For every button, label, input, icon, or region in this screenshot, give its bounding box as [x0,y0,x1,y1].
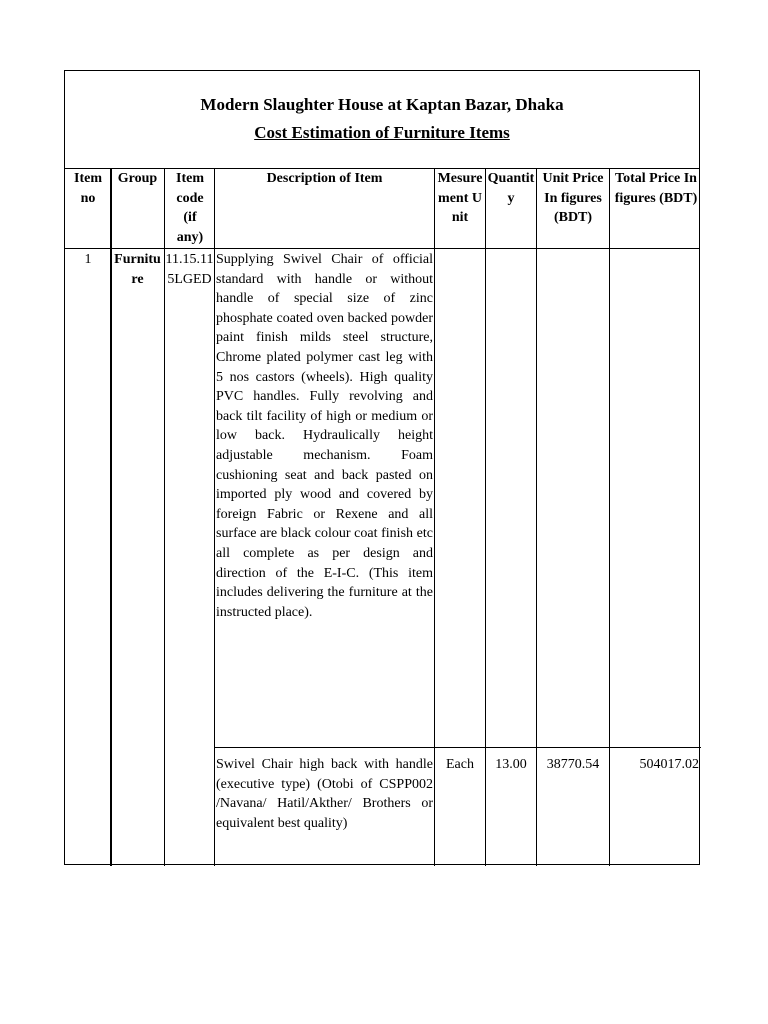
col-divider-group [110,168,112,866]
header-group: Group [117,171,158,186]
header-total-price: Total Price In figures (BDT) [614,171,698,206]
row-group: Furniture [114,252,161,287]
title-block [65,71,699,168]
header-item-code: Item code (if any) [176,171,204,245]
row-item-code: 11.15.115LGED [165,252,214,287]
header-measurement-unit: Mesurement Unit [437,171,483,226]
sub-item-rule [215,747,701,748]
document-title: Modern Slaughter House at Kaptan Bazar, Dhaka [200,95,564,114]
document-subtitle-wrap [65,123,699,143]
sub-item-total-price: 504017.02 [639,757,699,772]
header-bottom-rule [65,248,699,249]
cost-estimation-document [64,70,700,865]
sub-item-measurement-unit: Each [446,757,474,772]
col-divider-description [214,168,215,866]
row-item-no: 1 [84,252,92,267]
header-unit-price: Unit Price In figures (BDT) [542,171,604,226]
header-quantity: Quantity [487,171,535,206]
sub-item-quantity: 13.00 [495,757,527,772]
sub-item-description: Swivel Chair high back with handle (executive type) (Otobi of CSPP002 /Navana/ Hatil/Akther/ Brothers or equivalent best quality) [216,757,433,831]
header-item-no: Item no [74,171,102,206]
row-description: Supplying Swivel Chair of official standard with handle or without handle of special size of zinc phosphate coated oven backed powder paint finish milds steel structure, Chrome plated polymer cast leg with 5 nos castors (wheels). High quality PVC handles. Fully revolving and back tilt facility of high or medium or low back. Hydraulically height adjustable mechanism. Foam cushioning seat and back pasted on imported ply wood and covered by foreign Fabric or Rexene and all surface are black colour coat finish etc all complete as per design and direction of the E-I-C. (This item includes delivering the furniture at the instructed place). [216,252,433,620]
sub-item-unit-price: 38770.54 [546,757,600,772]
header-description: Description of Item [266,171,383,186]
document-subtitle: Cost Estimation of Furniture Items [254,123,510,142]
